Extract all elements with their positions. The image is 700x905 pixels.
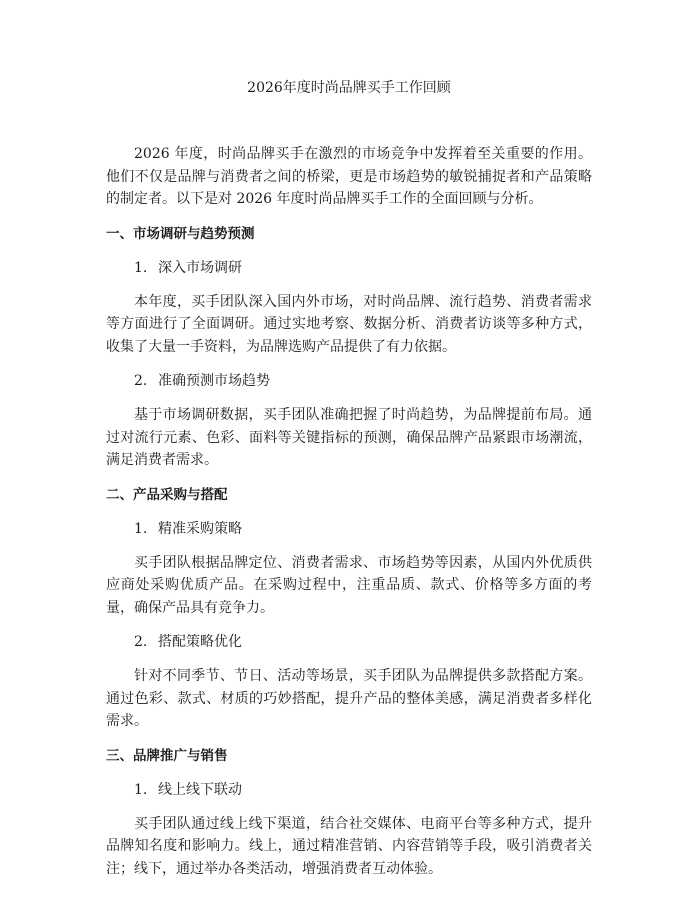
- body-paragraph: 本年度，买手团队深入国内外市场，对时尚品牌、流行趋势、消费者需求等方面进行了全面调研。通过实地考察、数据分析、消费者访谈等多种方式，收集了大量一手资料，为品牌选购产品提供了有力依据。: [106, 293, 592, 355]
- body-paragraph: 基于市场调研数据，买手团队准确把握了时尚趋势，为品牌提前布局。通过对流行元素、色彩、面料等关键指标的预测，确保品牌产品紧跟市场潮流，满足消费者需求。: [106, 407, 592, 468]
- section-heading: 三、品牌推广与销售: [106, 747, 228, 764]
- subheading-title: 搭配策略优化: [158, 634, 242, 650]
- section-brand-promotion: [106, 745, 592, 881]
- intro-paragraph: 2026 年度，时尚品牌买手在激烈的市场竞争中发挥着至关重要的作用。他们不仅是品牌与消费者之间的桥梁，更是市场趋势的敏锐捕捉者和产品策略的制定者。以下是对 2026 年度时尚品牌买手工作的全面回顾与分析。: [106, 146, 592, 207]
- subheading-title: 准确预测市场趋势: [158, 373, 270, 389]
- subheading-number: 2.: [134, 373, 148, 389]
- document-title: 2026年度时尚品牌买手工作回顾: [247, 80, 451, 96]
- subheading-number: 1.: [134, 520, 148, 537]
- section-market-research: [106, 223, 592, 472]
- body-paragraph: 买手团队通过线上线下渠道，结合社交媒体、电商平台等多种方式，提升品牌知名度和影响力。线上，通过精准营销、内容营销等手段，吸引消费者关注；线下，通过举办各类活动，增强消费者互动体验。: [106, 815, 592, 877]
- body-paragraph: 买手团队根据品牌定位、消费者需求、市场趋势等因素，从国内外优质供应商处采购优质产品。在采购过程中，注重品质、款式、价格等多方面的考量，确保产品具有竞争力。: [106, 554, 592, 616]
- section-heading: 一、市场调研与趋势预测: [106, 225, 255, 242]
- subheading-number: 1.: [134, 259, 148, 276]
- subheading: [134, 370, 592, 392]
- subheading-number: 2.: [134, 634, 148, 650]
- subheading: [134, 631, 592, 653]
- subheading: [134, 779, 592, 801]
- section-product-sourcing: [106, 484, 592, 733]
- subheading-title: 精准采购策略: [158, 520, 242, 537]
- body-paragraph: 针对不同季节、节日、活动等场景，买手团队为品牌提供多款搭配方案。通过色彩、款式、材质的巧妙搭配，提升产品的整体美感，满足消费者多样化需求。: [106, 668, 592, 729]
- subheading: [134, 518, 592, 540]
- subheading: [134, 257, 592, 279]
- subheading-title: 线上线下联动: [158, 781, 242, 798]
- subheading-title: 深入市场调研: [158, 259, 242, 276]
- section-heading: 二、产品采购与搭配: [106, 486, 228, 503]
- subheading-number: 1.: [134, 781, 148, 798]
